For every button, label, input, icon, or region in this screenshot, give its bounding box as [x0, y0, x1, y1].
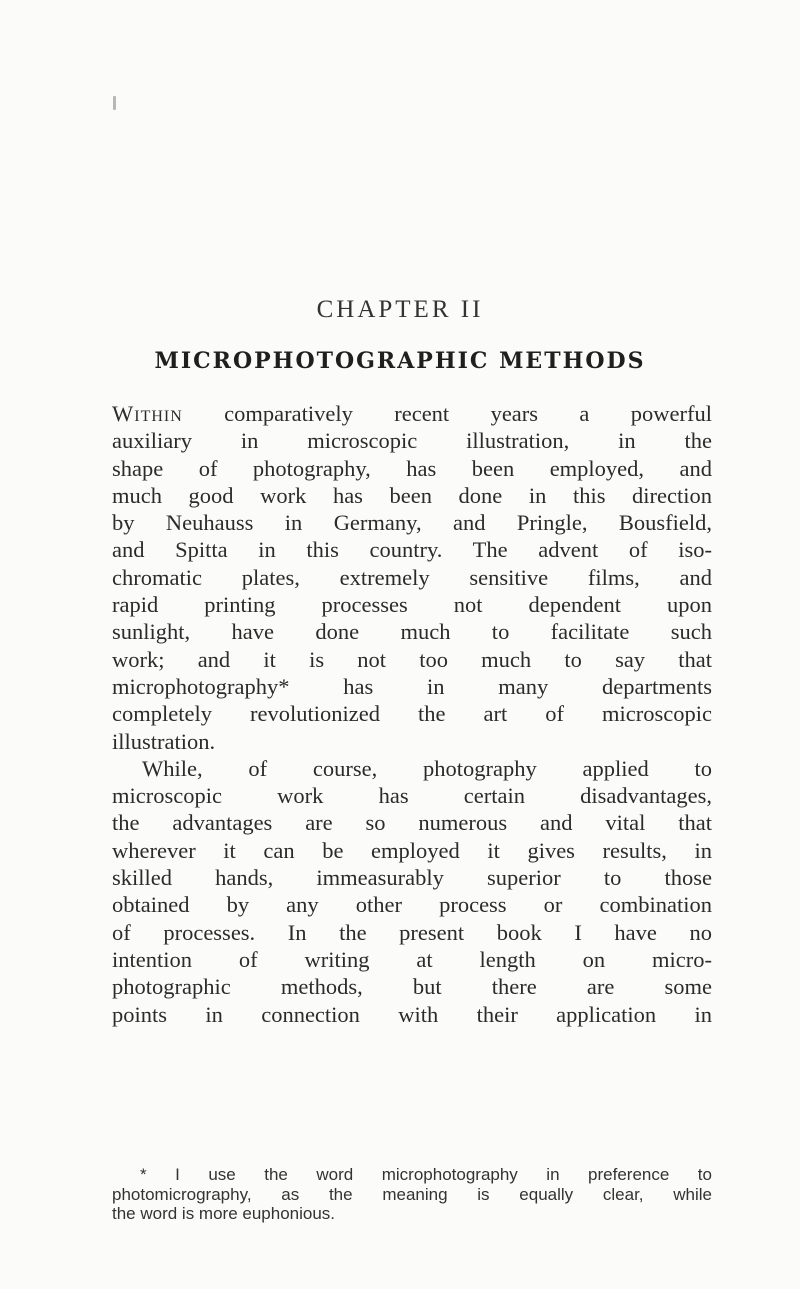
text-line: work; and it is not too much to say that — [112, 646, 712, 672]
text-line: microphotography* has in many departments — [112, 673, 712, 699]
paragraph-1 — [112, 400, 712, 755]
text-line-rest: comparatively recent years a powerful — [182, 401, 712, 426]
text-line: photographic methods, but there are some — [112, 974, 712, 1000]
section-title: MICROPHOTOGRAPHIC METHODS — [154, 348, 646, 374]
footnote — [112, 1165, 712, 1224]
text-line: rapid printing processes not dependent upon — [112, 592, 712, 618]
text-line — [112, 400, 712, 427]
text-line: the advantages are so numerous and vital that — [112, 810, 712, 836]
footnote-line: photomicrography, as the meaning is equally clear, while — [112, 1184, 712, 1204]
text-line: and Spitta in this country. The advent of iso- — [112, 537, 712, 563]
text-line: wherever it can be employed it gives results, in — [112, 837, 712, 863]
text-line: intention of writing at length on micro- — [112, 946, 712, 972]
text-line: microscopic work has certain disadvantages, — [112, 783, 712, 809]
paragraph-2-continued — [112, 782, 712, 1028]
text-line: points in connection with their application in — [112, 1001, 712, 1027]
text-line: by Neuhauss in Germany, and Pringle, Bousfield, — [112, 510, 712, 536]
chapter-label: CHAPTER II — [316, 296, 484, 323]
body-text — [112, 400, 712, 1028]
text-line: much good work has been done in this direction — [112, 482, 712, 508]
page-speck-mark — [113, 96, 116, 110]
text-line: chromatic plates, extremely sensitive films, and — [112, 564, 712, 590]
opening-word: Within — [112, 401, 183, 426]
text-line: completely revolutionized the art of microscopic — [112, 701, 712, 727]
text-line: skilled hands, immeasurably superior to those — [112, 865, 712, 891]
text-line: illustration. — [112, 728, 216, 754]
footnote-line: * I use the word microphotography in preference to — [140, 1165, 712, 1184]
text-line: sunlight, have done much to facilitate such — [112, 619, 712, 645]
text-line: obtained by any other process or combination — [112, 892, 712, 918]
paragraph-2 — [112, 755, 712, 782]
footnote-line: the word is more euphonious. — [112, 1204, 336, 1223]
text-line: While, of course, photography applied to — [142, 755, 712, 781]
text-line: shape of photography, has been employed, and — [112, 455, 712, 481]
text-line: auxiliary in microscopic illustration, in the — [112, 428, 712, 454]
text-line: of processes. In the present book I have no — [112, 919, 712, 945]
